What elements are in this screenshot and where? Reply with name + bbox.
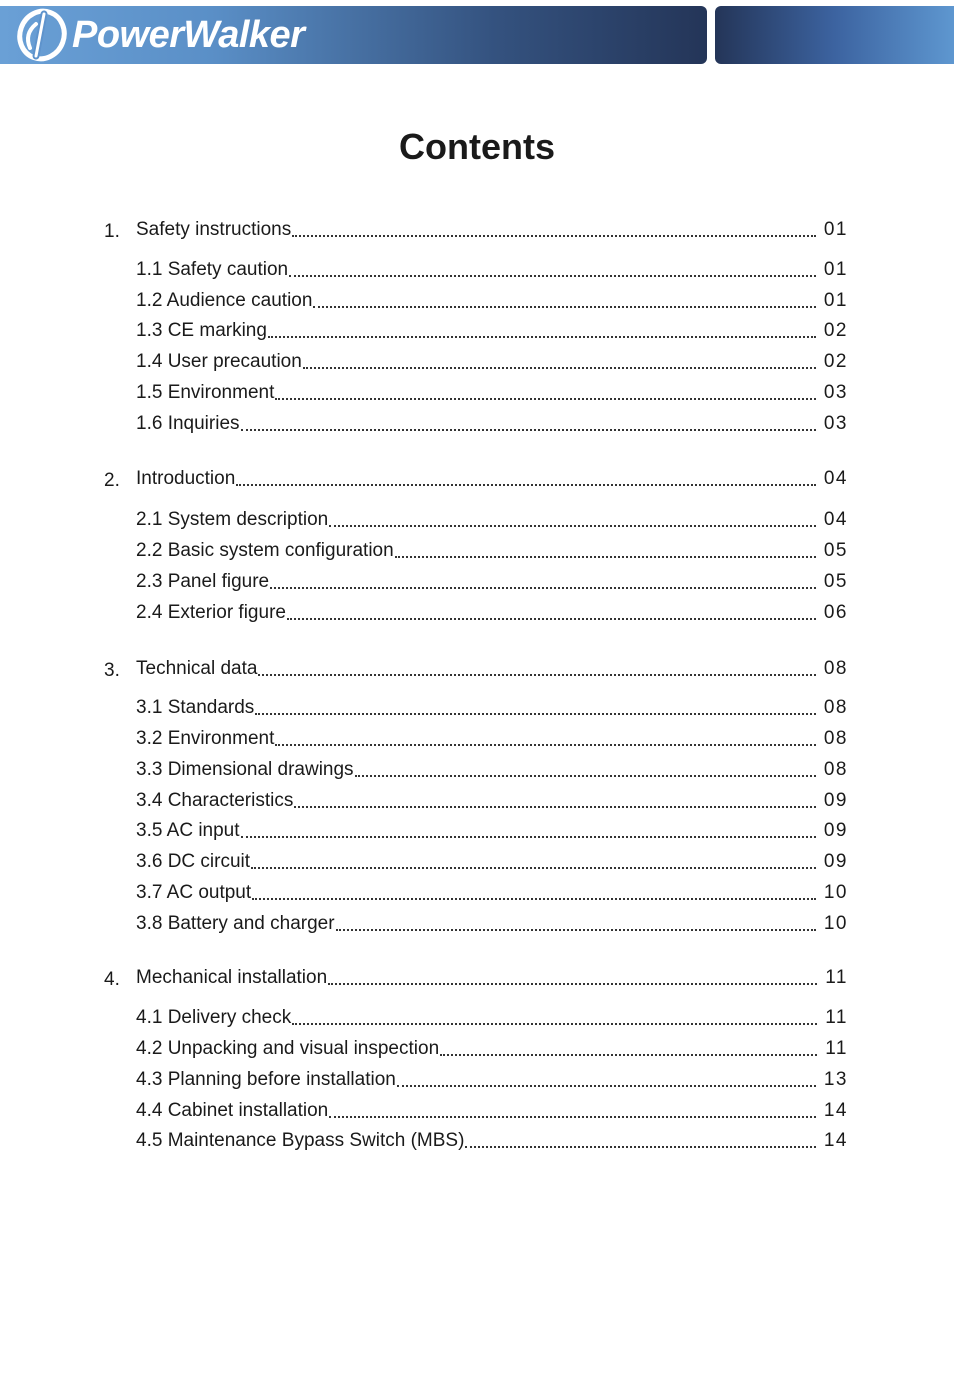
page-number: 04	[823, 468, 848, 489]
toc-subsection-entry[interactable]	[136, 289, 848, 313]
toc-subsection-entry[interactable]	[136, 570, 848, 594]
page-number: 08	[823, 759, 848, 780]
toc-section-entry[interactable]	[104, 657, 848, 681]
dot-leader	[236, 467, 816, 486]
entry-label: 3.7 AC output	[136, 882, 252, 903]
toc-subsection-entry[interactable]	[136, 319, 848, 343]
page-number: 08	[823, 728, 848, 749]
toc-section-entry[interactable]	[104, 218, 848, 242]
page-number: 05	[823, 571, 848, 592]
toc-subsection-entry[interactable]	[136, 350, 848, 374]
dot-leader	[465, 1129, 815, 1148]
dot-leader	[275, 381, 816, 400]
brand-name: PowerWalker	[72, 13, 305, 56]
page-number: 03	[823, 382, 848, 403]
page-number: 01	[823, 259, 848, 280]
dot-leader	[303, 350, 816, 369]
dot-leader	[287, 601, 816, 620]
entry-label: 2.4 Exterior figure	[136, 602, 286, 623]
page-number: 01	[823, 290, 848, 311]
page-number: 08	[823, 697, 848, 718]
dot-leader	[329, 508, 816, 527]
entry-label: 1.5 Environment	[136, 382, 275, 403]
section-number: 1.	[104, 221, 120, 242]
toc-subsection-entry[interactable]	[136, 819, 848, 843]
entry-label: 2.3 Panel figure	[136, 571, 270, 592]
toc-subsection-entry[interactable]	[136, 381, 848, 405]
dot-leader	[294, 789, 816, 808]
toc-subsection-entry[interactable]	[136, 850, 848, 874]
toc-subsection-entry[interactable]	[136, 539, 848, 563]
section-number: 3.	[104, 660, 120, 681]
page-number: 10	[823, 882, 848, 903]
toc-subsection-entry[interactable]	[136, 758, 848, 782]
page-number: 02	[823, 351, 848, 372]
page-number: 06	[823, 602, 848, 623]
entry-label: 2.1 System description	[136, 509, 329, 530]
entry-label: Safety instructions	[136, 219, 292, 240]
page-number: 04	[823, 509, 848, 530]
toc-subsection-entry[interactable]	[136, 1129, 848, 1153]
page-number: 11	[825, 1038, 848, 1059]
page-number: 05	[823, 540, 848, 561]
toc-subsection-entry[interactable]	[136, 727, 848, 751]
entry-label: 1.3 CE marking	[136, 320, 267, 341]
page-number: 08	[823, 658, 848, 679]
entry-label: 3.8 Battery and charger	[136, 913, 335, 934]
page-title: Contents	[399, 126, 555, 167]
entry-label: 3.4 Characteristics	[136, 790, 294, 811]
entry-label: 4.3 Planning before installation	[136, 1069, 396, 1090]
entry-label: 3.6 DC circuit	[136, 851, 251, 872]
page-number: 13	[823, 1069, 848, 1090]
dot-leader	[252, 881, 816, 900]
toc-subsection-entry[interactable]	[136, 881, 848, 905]
entry-label: 1.6 Inquiries	[136, 413, 240, 434]
page-number: 03	[823, 413, 848, 434]
dot-leader	[329, 1099, 816, 1118]
page-number: 14	[823, 1130, 848, 1151]
entry-label: 3.3 Dimensional drawings	[136, 759, 354, 780]
toc-subsection-entry[interactable]	[136, 601, 848, 625]
entry-label: 1.4 User precaution	[136, 351, 302, 372]
dot-leader	[289, 258, 816, 277]
page-number: 02	[823, 320, 848, 341]
toc-subsection-entry[interactable]	[136, 1068, 848, 1092]
dot-leader	[275, 727, 816, 746]
page-number: 09	[823, 820, 848, 841]
toc-subsection-entry[interactable]	[136, 1006, 848, 1030]
toc-subsection-entry[interactable]	[136, 912, 848, 936]
page-number: 09	[823, 790, 848, 811]
entry-label: 4.2 Unpacking and visual inspection	[136, 1038, 440, 1059]
toc-subsection-entry[interactable]	[136, 789, 848, 813]
dot-leader	[258, 657, 815, 676]
entry-label: Technical data	[136, 658, 258, 679]
dot-leader	[355, 758, 816, 777]
entry-label: 4.5 Maintenance Bypass Switch (MBS)	[136, 1130, 465, 1151]
entry-label: Introduction	[136, 468, 236, 489]
entry-label: 1.1 Safety caution	[136, 259, 289, 280]
page-number: 10	[823, 913, 848, 934]
dot-leader	[395, 539, 816, 558]
dot-leader	[328, 966, 817, 985]
entry-label: 3.1 Standards	[136, 697, 255, 718]
entry-label: 1.2 Audience caution	[136, 290, 313, 311]
toc-subsection-entry[interactable]	[136, 1099, 848, 1123]
toc-section-entry[interactable]	[104, 966, 848, 990]
dot-leader	[397, 1068, 816, 1087]
dot-leader	[336, 912, 816, 931]
dot-leader	[270, 570, 816, 589]
page-number: 11	[825, 1007, 848, 1028]
dot-leader	[241, 819, 816, 838]
entry-label: 3.5 AC input	[136, 820, 240, 841]
dot-leader	[251, 850, 816, 869]
toc-subsection-entry[interactable]	[136, 508, 848, 532]
dot-leader	[292, 218, 816, 237]
dot-leader	[241, 412, 816, 431]
dot-leader	[268, 319, 816, 338]
dot-leader	[292, 1006, 817, 1025]
section-number: 4.	[104, 969, 120, 990]
page-number: 14	[823, 1100, 848, 1121]
page-number: 11	[825, 967, 848, 988]
page-number: 01	[823, 219, 848, 240]
dot-leader	[255, 696, 816, 715]
section-number: 2.	[104, 470, 120, 491]
entry-label: Mechanical installation	[136, 967, 328, 988]
toc-subsection-entry[interactable]	[136, 696, 848, 720]
entry-label: 4.1 Delivery check	[136, 1007, 292, 1028]
toc-subsection-entry[interactable]	[136, 258, 848, 282]
dot-leader	[313, 289, 815, 308]
entry-label: 2.2 Basic system configuration	[136, 540, 394, 561]
page-number: 09	[823, 851, 848, 872]
toc-subsection-entry[interactable]	[136, 1037, 848, 1061]
toc-section-entry[interactable]	[104, 467, 848, 491]
dot-leader	[440, 1037, 817, 1056]
entry-label: 4.4 Cabinet installation	[136, 1100, 329, 1121]
toc-subsection-entry[interactable]	[136, 412, 848, 436]
entry-label: 3.2 Environment	[136, 728, 275, 749]
